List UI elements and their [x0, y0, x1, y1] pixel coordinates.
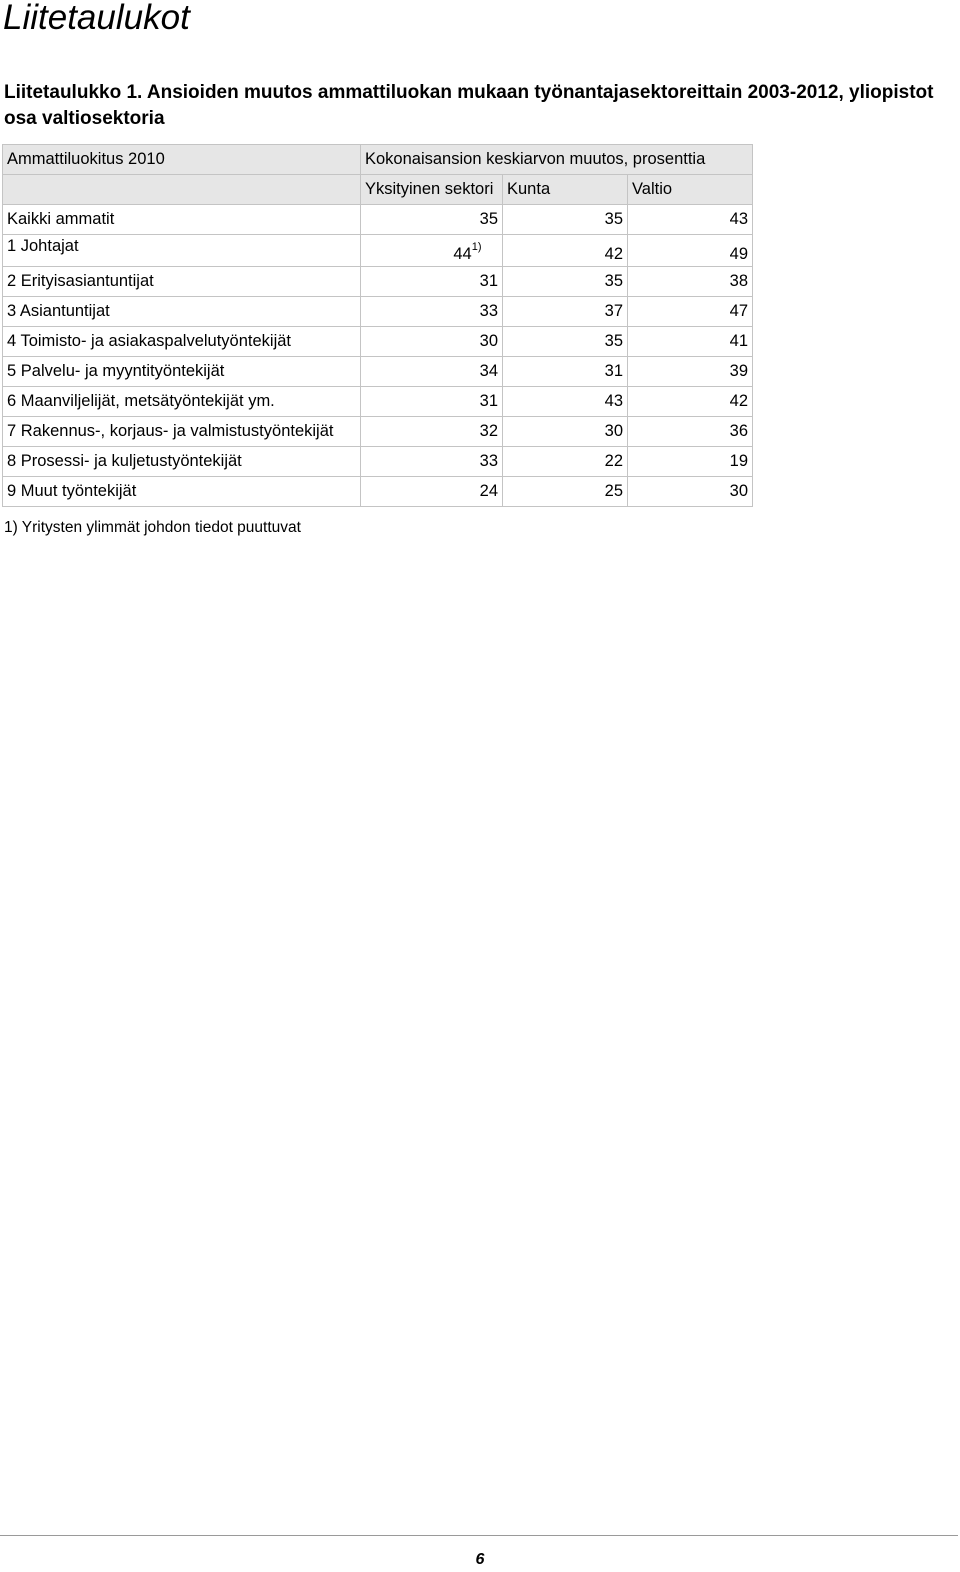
- page-title: Liitetaulukot: [3, 0, 190, 37]
- table-row: [3, 297, 753, 327]
- row-label: 4 Toimisto- ja asiakaspalvelutyöntekijät: [3, 327, 361, 357]
- value-private: 34: [361, 357, 503, 387]
- value-private: 30: [361, 327, 503, 357]
- row-label: 7 Rakennus-, korjaus- ja valmistustyöntekijät: [3, 417, 361, 447]
- row-label: 1 Johtajat: [3, 235, 361, 267]
- value-state: 30: [628, 477, 753, 507]
- header-occupation: Ammattiluokitus 2010: [3, 145, 361, 175]
- value-municipal: 30: [503, 417, 628, 447]
- table-row: [3, 417, 753, 447]
- table-footnote: 1) Yritysten ylimmät johdon tiedot puuttuvat: [4, 519, 301, 536]
- value-state: 49: [628, 235, 753, 267]
- value-private: 35: [361, 205, 503, 235]
- value-state: 39: [628, 357, 753, 387]
- value-private: 32: [361, 417, 503, 447]
- value-text: 44: [453, 245, 472, 263]
- table-row: [3, 235, 753, 267]
- value-state: 19: [628, 447, 753, 477]
- value-municipal: 37: [503, 297, 628, 327]
- table-caption: Liitetaulukko 1. Ansioiden muutos ammattiluokan mukaan työnantajasektoreittain 2003-2012, yliopistot osa valtiosektoria: [4, 82, 934, 129]
- row-label: 6 Maanviljelijät, metsätyöntekijät ym.: [3, 387, 361, 417]
- value-state: 47: [628, 297, 753, 327]
- value-municipal: 35: [503, 267, 628, 297]
- header-empty-cell: [3, 175, 361, 205]
- value-municipal: 35: [503, 327, 628, 357]
- value-municipal: 25: [503, 477, 628, 507]
- row-label: 9 Muut työntekijät: [3, 477, 361, 507]
- header-row-2: [3, 175, 753, 205]
- value-state: 43: [628, 205, 753, 235]
- value-private: 33: [361, 297, 503, 327]
- value-private: [361, 235, 503, 267]
- value-private: 31: [361, 267, 503, 297]
- value-state: 41: [628, 327, 753, 357]
- table-row: [3, 447, 753, 477]
- header-private: Yksityinen sektori: [361, 175, 503, 205]
- value-municipal: 42: [503, 235, 628, 267]
- footnote-marker: 1): [471, 240, 482, 253]
- row-label: 3 Asiantuntijat: [3, 297, 361, 327]
- row-label: 2 Erityisasiantuntijat: [3, 267, 361, 297]
- table-row: [3, 327, 753, 357]
- value-state: 36: [628, 417, 753, 447]
- table-row: [3, 477, 753, 507]
- value-private: 33: [361, 447, 503, 477]
- value-private: 31: [361, 387, 503, 417]
- value-municipal: 22: [503, 447, 628, 477]
- row-label: 5 Palvelu- ja myyntityöntekijät: [3, 357, 361, 387]
- table-row: [3, 357, 753, 387]
- header-state: Valtio: [628, 175, 753, 205]
- data-table: [2, 144, 753, 507]
- value-private: 24: [361, 477, 503, 507]
- row-label: 8 Prosessi- ja kuljetustyöntekijät: [3, 447, 361, 477]
- header-municipal: Kunta: [503, 175, 628, 205]
- table-row: [3, 387, 753, 417]
- page-number: 6: [475, 1551, 485, 1568]
- value-municipal: 43: [503, 387, 628, 417]
- value-state: 38: [628, 267, 753, 297]
- table-row: [3, 205, 753, 235]
- header-row-1: [3, 145, 753, 175]
- value-municipal: 31: [503, 357, 628, 387]
- value-state: 42: [628, 387, 753, 417]
- value-municipal: 35: [503, 205, 628, 235]
- table-row: [3, 267, 753, 297]
- header-group: Kokonaisansion keskiarvon muutos, prosenttia: [361, 145, 753, 175]
- footer-divider: [0, 1535, 958, 1536]
- row-label: Kaikki ammatit: [3, 205, 361, 235]
